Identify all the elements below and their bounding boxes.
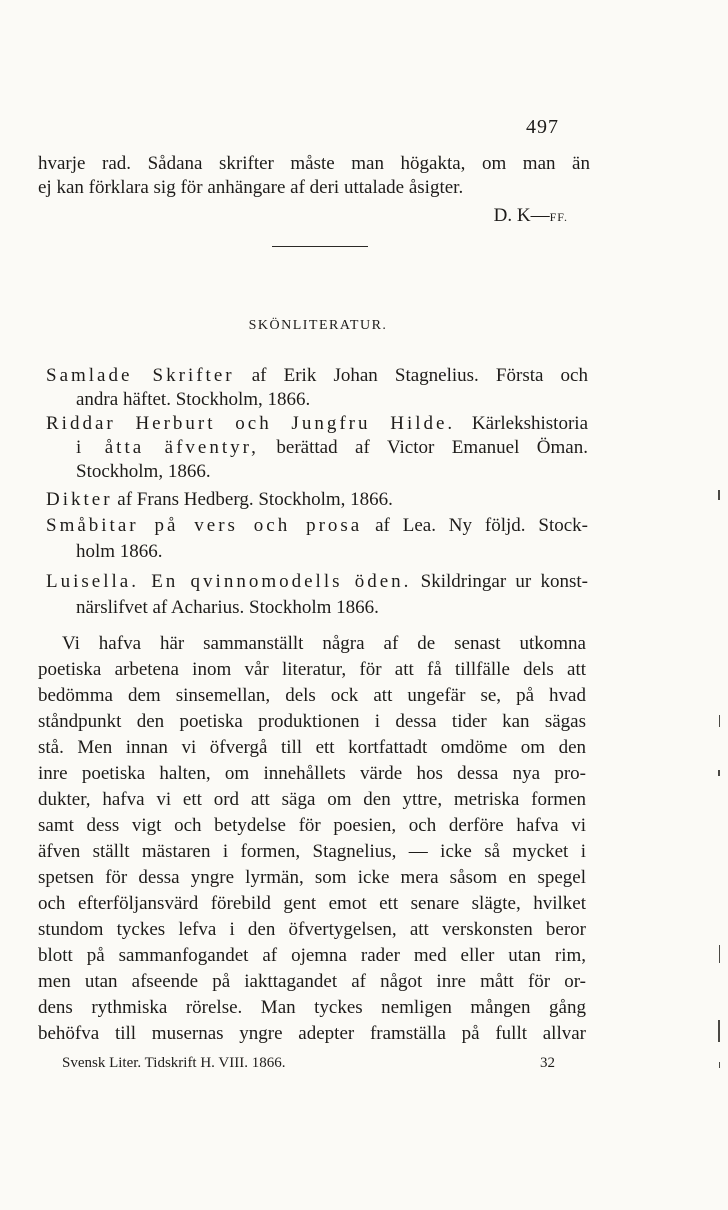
body-paragraph-line: stå. Men innan vi öfvergå till ett kortfattadt omdöme om den	[38, 737, 586, 758]
body-paragraph-line: behöfva till musernas yngre adepter framställa på fullt allvar	[38, 1023, 586, 1044]
body-paragraph-line: poetiska arbetena inom vår literatur, för att få tillfälle dels att	[38, 659, 586, 680]
body-paragraph-line: Vi hafva här sammanställt några af de senast utkomna	[62, 633, 586, 654]
body-paragraph-line: stundom tyckes lefva i den öfvertygelsen, att verskonsten beror	[38, 919, 586, 940]
body-paragraph-line: dens rythmiska rörelse. Man tyckes nemligen mången gång	[38, 997, 586, 1018]
entry-title-rest: af Lea. Ny följd. Stock-	[362, 515, 588, 536]
top-paragraph-line: hvarje rad. Sådana skrifter måste man högakta, om man än	[38, 153, 590, 174]
entry-title-spaced: Luisella. En qvinnomodells öden.	[46, 571, 412, 592]
entry-title-spaced: i åtta äfventyr,	[76, 437, 259, 458]
entry-continuation-line: holm 1866.	[76, 541, 163, 562]
journal-footer: Svensk Liter. Tidskrift H. VIII. 1866.	[62, 1055, 286, 1071]
scan-speck	[719, 945, 720, 963]
entry-title-spaced: Samlade Skrifter	[46, 365, 235, 386]
entry-title-spaced: Riddar Herburt och Jungfru Hilde.	[46, 413, 456, 434]
body-paragraph-line: och efterföljansvärd förebild gent emot ett senare slägte, hvilket	[38, 893, 586, 914]
section-heading: SKÖNLITERATUR.	[248, 318, 388, 333]
signature-main: D. K—	[493, 205, 550, 226]
entry-title-rest: af Frans Hedberg. Stockholm, 1866.	[112, 489, 393, 510]
entry-title-line	[46, 412, 588, 436]
entry-continuation-line: närslifvet af Acharius. Stockholm 1866.	[76, 597, 379, 618]
entry-title-line	[46, 514, 588, 538]
scan-speck	[719, 1062, 720, 1068]
body-paragraph-line: bedömma dem sinsemellan, dels ock att ungefär se, på hvad	[38, 685, 586, 706]
entry-continuation-line: andra häftet. Stockholm, 1866.	[76, 389, 311, 410]
body-paragraph-line: äfven ställt mästaren i formen, Stagnelius, — icke så mycket i	[38, 841, 586, 862]
body-paragraph-line: spetsen för dessa yngre lyrmän, som icke mera såsom en spegel	[38, 867, 586, 888]
entry-title-spaced: Småbitar på vers och prosa	[46, 515, 363, 536]
section-divider	[272, 246, 368, 247]
scan-speck	[718, 770, 720, 776]
entry-title-rest: Kärlekshistoria	[455, 413, 588, 434]
entry-title-rest: berättad af Victor Emanuel Öman.	[258, 437, 588, 458]
scan-speck	[718, 490, 720, 500]
scan-speck	[719, 715, 720, 727]
entry-title-rest: Skildringar ur konst-	[411, 571, 588, 592]
entry-title-line	[46, 364, 588, 388]
top-paragraph-line: ej kan förklara sig för anhängare af deri uttalade åsigter.	[38, 177, 464, 198]
body-paragraph-line: inre poetiska halten, om innehållets värde hos dessa nya pro-	[38, 763, 586, 784]
entry-title-line	[46, 488, 588, 512]
entry-title-line	[46, 570, 588, 594]
signature-mark: 32	[540, 1055, 555, 1071]
entry-continuation-line	[76, 436, 588, 460]
entry-continuation-line: Stockholm, 1866.	[76, 461, 211, 482]
author-signature	[380, 204, 568, 229]
body-paragraph-line: blott på sammanfogandet af ojemna rader med eller utan rim,	[38, 945, 586, 966]
body-paragraph-line: samt dess vigt och betydelse för poesien, och derföre hafva vi	[38, 815, 586, 836]
page-number: 497	[526, 116, 559, 138]
scan-speck	[718, 1020, 720, 1042]
signature-suffix: FF.	[549, 210, 568, 224]
body-paragraph-line: men utan afseende på iakttagandet af något inre mått för or-	[38, 971, 586, 992]
entry-title-rest: af Erik Johan Stagnelius. Första och	[234, 365, 588, 386]
body-paragraph-line: dukter, hafva vi ett ord att säga om den yttre, metriska formen	[38, 789, 586, 810]
body-paragraph-line: ståndpunkt den poetiska produktionen i dessa tider kan sägas	[38, 711, 586, 732]
entry-title-spaced: Dikter	[46, 489, 113, 510]
